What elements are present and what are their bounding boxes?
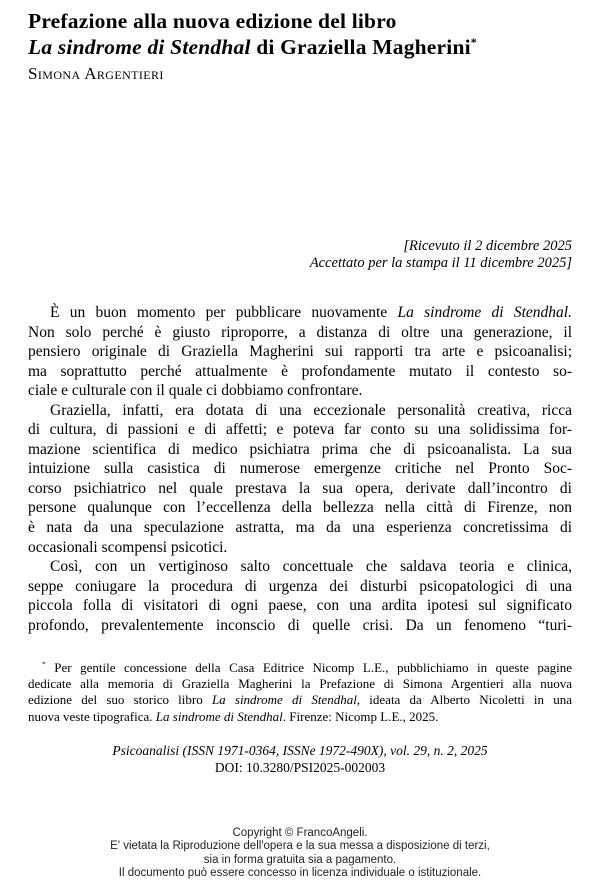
article-header	[28, 8, 572, 84]
text-run: È un buon momento per pubblicare nuovamente	[50, 304, 398, 321]
text-run: La sindrome di Stendhal,	[211, 692, 361, 708]
article-title-line2	[28, 34, 572, 60]
text-line	[28, 381, 572, 401]
copyright-line: Il documento può essere concesso in licenza individuale o istituzionale.	[118, 866, 482, 879]
text-line	[28, 420, 572, 440]
text-line	[28, 479, 572, 499]
text-line	[28, 401, 572, 421]
paragraph-1	[28, 303, 572, 401]
text-line	[28, 459, 572, 479]
copyright-line: E' vietata la Riproduzione dell'opera e la sua messa a disposizione di terzi,	[110, 840, 490, 853]
journal-citation: Psicoanalisi (ISSN 1971-0364, ISSNe 1972-490X), vol. 29, n. 2, 2025	[112, 743, 488, 758]
text-run: di cultura, di passioni e di affetti; e poteva far conto su una solidissima for-	[28, 421, 572, 439]
text-line	[28, 692, 572, 708]
text-run: ideata da Alberto Nicoletti in una	[360, 692, 572, 708]
accepted-date: Accettato per la stampa il 11 dicembre 2025]	[309, 254, 572, 271]
copyright-notice	[0, 827, 600, 880]
paragraph-2	[28, 401, 572, 557]
text-run: persone qualunque con l’eccellenza della bellezza nella città di Firenze, non	[28, 499, 572, 517]
text-run: ma soprattutto perché attualmente è profondamente mutato il contesto so-	[28, 362, 572, 380]
text-run: corso psichiatrico nel quale prestava la sua opera, derivate dall’incontro di	[28, 479, 572, 497]
text-line	[28, 303, 572, 323]
text-run: dedicate alla memoria di Graziella Magherini la Prefazione di Simona Argentieri alla nuova	[28, 676, 572, 692]
text-run: nuova veste tipografica.	[28, 708, 156, 724]
text-run: mazione scientifica di medico psichiatra prima che di psicoanalista. La sua	[28, 440, 572, 458]
text-run: occasionali scompensi psicotici.	[28, 538, 228, 556]
footnote	[28, 660, 572, 725]
text-run: piccola folla di visitatori di ogni paese, con una ardita ipotesi sul significato	[28, 597, 572, 615]
paragraph-3	[28, 557, 572, 635]
article-title-line1: Prefazione alla nuova edizione del libro	[28, 9, 397, 33]
text-line	[28, 538, 572, 558]
doi: DOI: 10.3280/PSI2025-002003	[214, 759, 386, 775]
text-run: La sindrome di Stendhal.	[397, 304, 572, 321]
text-run: Per gentile concessione della Casa Editrice Nicomp L.E., pubblichiamo in queste pagine	[45, 660, 572, 675]
asterisk-marker: *	[470, 34, 477, 49]
text-run: di Graziella Magherini	[250, 35, 471, 59]
text-line	[28, 577, 572, 597]
text-line	[28, 616, 572, 636]
text-line	[28, 660, 572, 676]
text-line	[28, 596, 572, 616]
text-line	[28, 557, 572, 577]
text-run: Non solo perché è giusto riproporre, a distanza di oltre una generazione, il	[28, 323, 572, 341]
text-run: La sindrome di Stendhal	[28, 35, 251, 59]
text-line	[28, 498, 572, 518]
text-run: La sindrome di Stendhal	[155, 708, 283, 724]
text-run: Così, con un vertiginoso salto concettuale che saldava teoria e clinica,	[50, 558, 572, 576]
text-line	[28, 518, 572, 538]
copyright-line: Copyright © FrancoAngeli.	[232, 827, 368, 839]
text-run: seppe coniugare la procedura di urgenza dei disturbi psicopatologici di una	[28, 577, 572, 595]
text-run: profondo, prevalentemente inconscio di quelle crisi. Da un fenomeno “turi-	[28, 616, 572, 634]
text-run: ciale e culturale con il quale ci dobbiamo confrontare.	[28, 382, 363, 400]
text-line	[28, 323, 572, 343]
text-line	[28, 362, 572, 382]
author-name: Simona Argentieri	[28, 64, 164, 83]
text-run: intuizione sulla casistica di numerose emergenze critiche nel Pronto Soc-	[28, 460, 572, 478]
received-date: [Ricevuto il 2 dicembre 2025	[403, 238, 572, 254]
article-body	[28, 303, 572, 635]
submission-dates	[310, 238, 572, 271]
text-line	[28, 676, 572, 692]
text-run: . Firenze: Nicomp L.E., 2025.	[282, 708, 439, 724]
journal-info	[0, 743, 600, 776]
text-run: edizione del suo storico libro	[28, 692, 212, 708]
text-line	[28, 440, 572, 460]
text-line	[28, 709, 572, 725]
text-run: Graziella, infatti, era dotata di una eccezionale personalità creativa, ricca	[50, 401, 572, 419]
text-line	[28, 342, 572, 362]
text-run: pensiero originale di Graziella Magherini sui rapporti tra arte e psicoanalisi;	[28, 343, 572, 361]
copyright-line: sia in forma gratuita sia a pagamento.	[203, 853, 397, 866]
text-run: è nata da una speculazione astratta, ma da una esperienza concretissima di	[28, 519, 572, 537]
asterisk-marker: *	[42, 659, 46, 669]
